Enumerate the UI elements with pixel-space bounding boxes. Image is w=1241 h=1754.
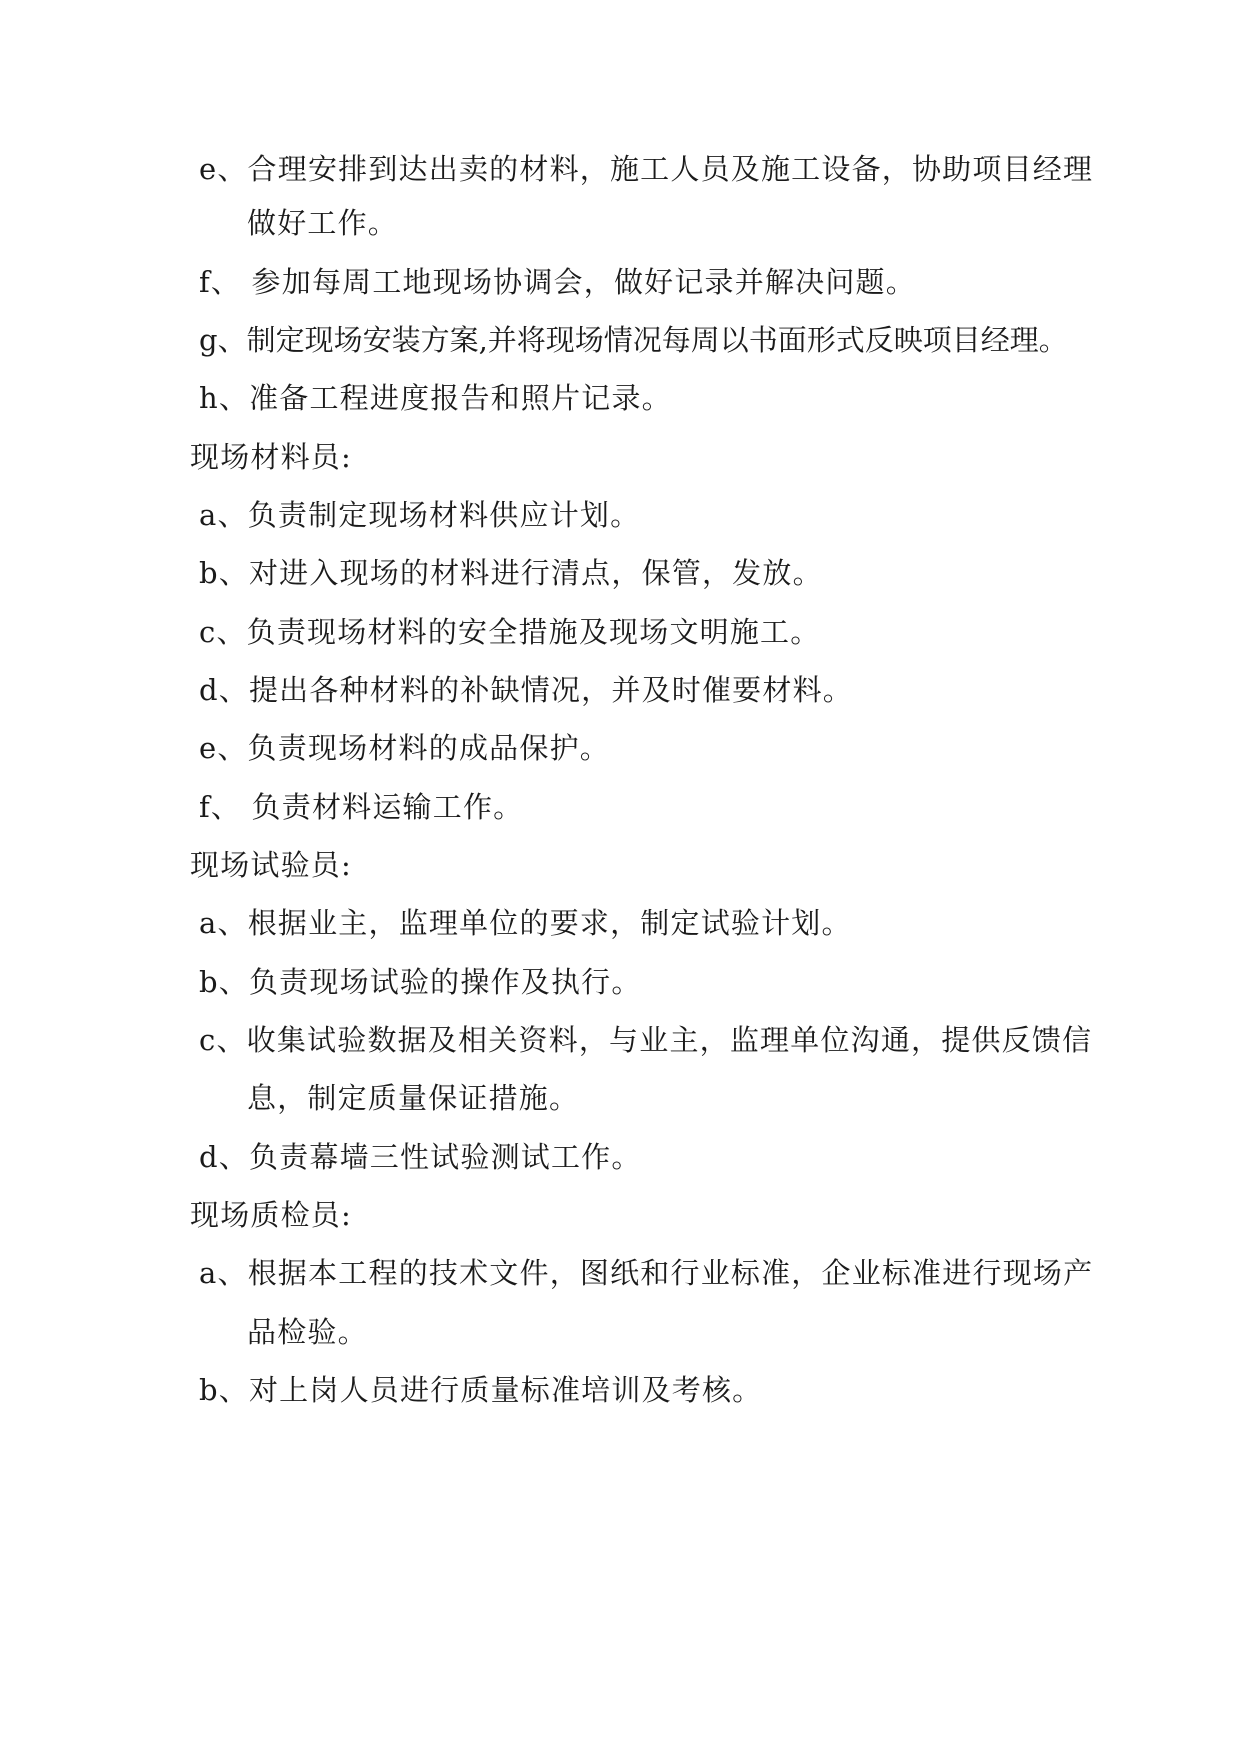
list-item-a-line2: 品检验。 [247, 1315, 368, 1349]
list-item-g: g、制定现场安装方案,并将现场情况每周以书面形式反映项目经理。 [199, 323, 1068, 357]
section-heading-quality: 现场质检员: [190, 1198, 352, 1232]
list-item-d: d、负责幕墙三性试验测试工作。 [199, 1140, 642, 1174]
list-item-c: c、负责现场材料的安全措施及现场文明施工。 [199, 615, 821, 649]
section-heading-materials: 现场材料员: [190, 440, 352, 474]
list-item-c-line1: c、收集试验数据及相关资料，与业主，监理单位沟通，提供反馈信 [199, 1023, 1093, 1057]
list-item-f: f、 参加每周工地现场协调会，做好记录并解决问题。 [199, 265, 916, 299]
list-item-a-line1: a、根据本工程的技术文件，图纸和行业标准，企业标准进行现场产 [199, 1256, 1094, 1290]
list-item-a: a、根据业主，监理单位的要求，制定试验计划。 [199, 906, 852, 940]
list-item-h: h、准备工程进度报告和照片记录。 [199, 381, 672, 415]
list-item-e-line2: 做好工作。 [247, 206, 399, 240]
list-item-a: a、负责制定现场材料供应计划。 [199, 498, 641, 532]
list-item-b: b、对上岗人员进行质量标准培训及考核。 [199, 1373, 763, 1407]
list-item-e: e、负责现场材料的成品保护。 [199, 731, 610, 765]
list-item-d: d、提出各种材料的补缺情况，并及时催要材料。 [199, 673, 853, 707]
list-item-b: b、负责现场试验的操作及执行。 [199, 965, 642, 999]
list-item-e-line1: e、合理安排到达出卖的材料，施工人员及施工设备，协助项目经理 [199, 152, 1094, 186]
list-item-c-line2: 息，制定质量保证措施。 [247, 1081, 580, 1115]
list-item-f: f、 负责材料运输工作。 [199, 790, 524, 824]
section-heading-testing: 现场试验员: [190, 848, 352, 882]
list-item-b: b、对进入现场的材料进行清点，保管，发放。 [199, 556, 823, 590]
